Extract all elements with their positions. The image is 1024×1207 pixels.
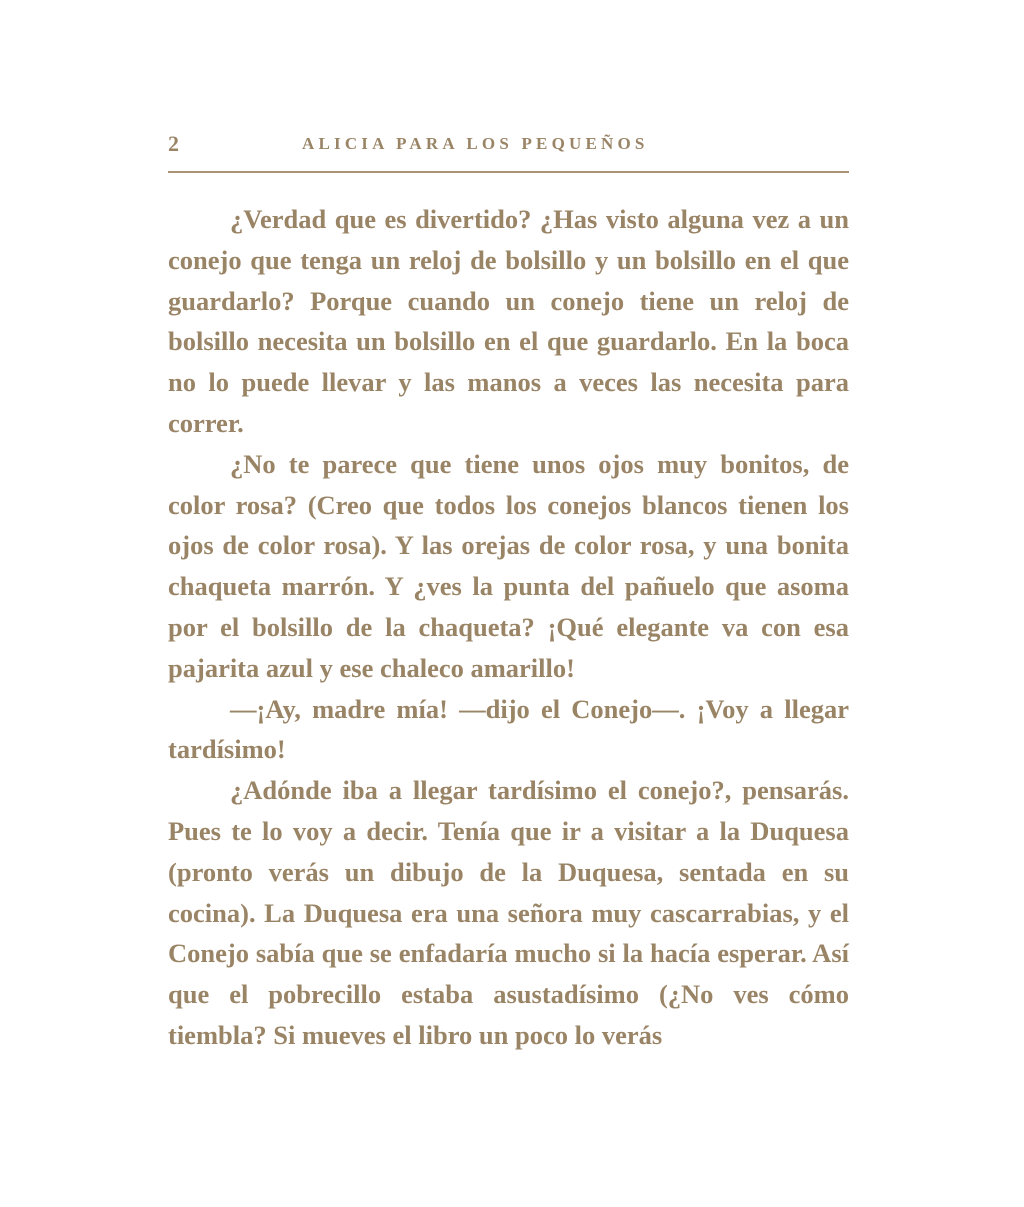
paragraph: ¿Verdad que es divertido? ¿Has visto alguna vez a un conejo que tenga un reloj de bolsillo y un bolsillo en el que guardarlo? Porque cuando un conejo tiene un reloj de bolsillo necesita un bolsillo en el que guardarlo. En la boca no lo puede llevar y las manos a veces las necesita para correr. bbox=[168, 204, 849, 438]
body-text bbox=[168, 199, 849, 1056]
header-rule bbox=[168, 171, 849, 173]
paragraph: —¡Ay, madre mía! —dijo el Conejo—. ¡Voy a llegar tardísimo! bbox=[168, 693, 849, 765]
page-number: 2 bbox=[168, 131, 179, 156]
book-page bbox=[168, 0, 849, 1207]
paragraph: ¿Adónde iba a llegar tardísimo el conejo?, pensarás. Pues te lo voy a decir. Tenía que ir a visitar a la Duquesa (pronto verás un dibujo de la Duquesa, sentada en su cocina). La Duquesa era una señora muy cascarrabias, y el Conejo sabía que se enfadaría mucho si la hacía esperar. Así que el pobrecillo estaba asustadísimo (¿No ves cómo tiembla? Si mueves el libro un poco lo verás bbox=[168, 775, 849, 1050]
running-head bbox=[168, 128, 849, 162]
running-title: ALICIA PARA LOS PEQUEÑOS bbox=[302, 134, 649, 153]
paragraph: ¿No te parece que tiene unos ojos muy bonitos, de color rosa? (Creo que todos los conejos blancos tienen los ojos de color rosa). Y las orejas de color rosa, y una bonita chaqueta marrón. Y ¿ves la punta del pañuelo que asoma por el bolsillo de la chaqueta? ¡Qué elegante va con esa pajarita azul y ese chaleco amarillo! bbox=[168, 448, 849, 683]
